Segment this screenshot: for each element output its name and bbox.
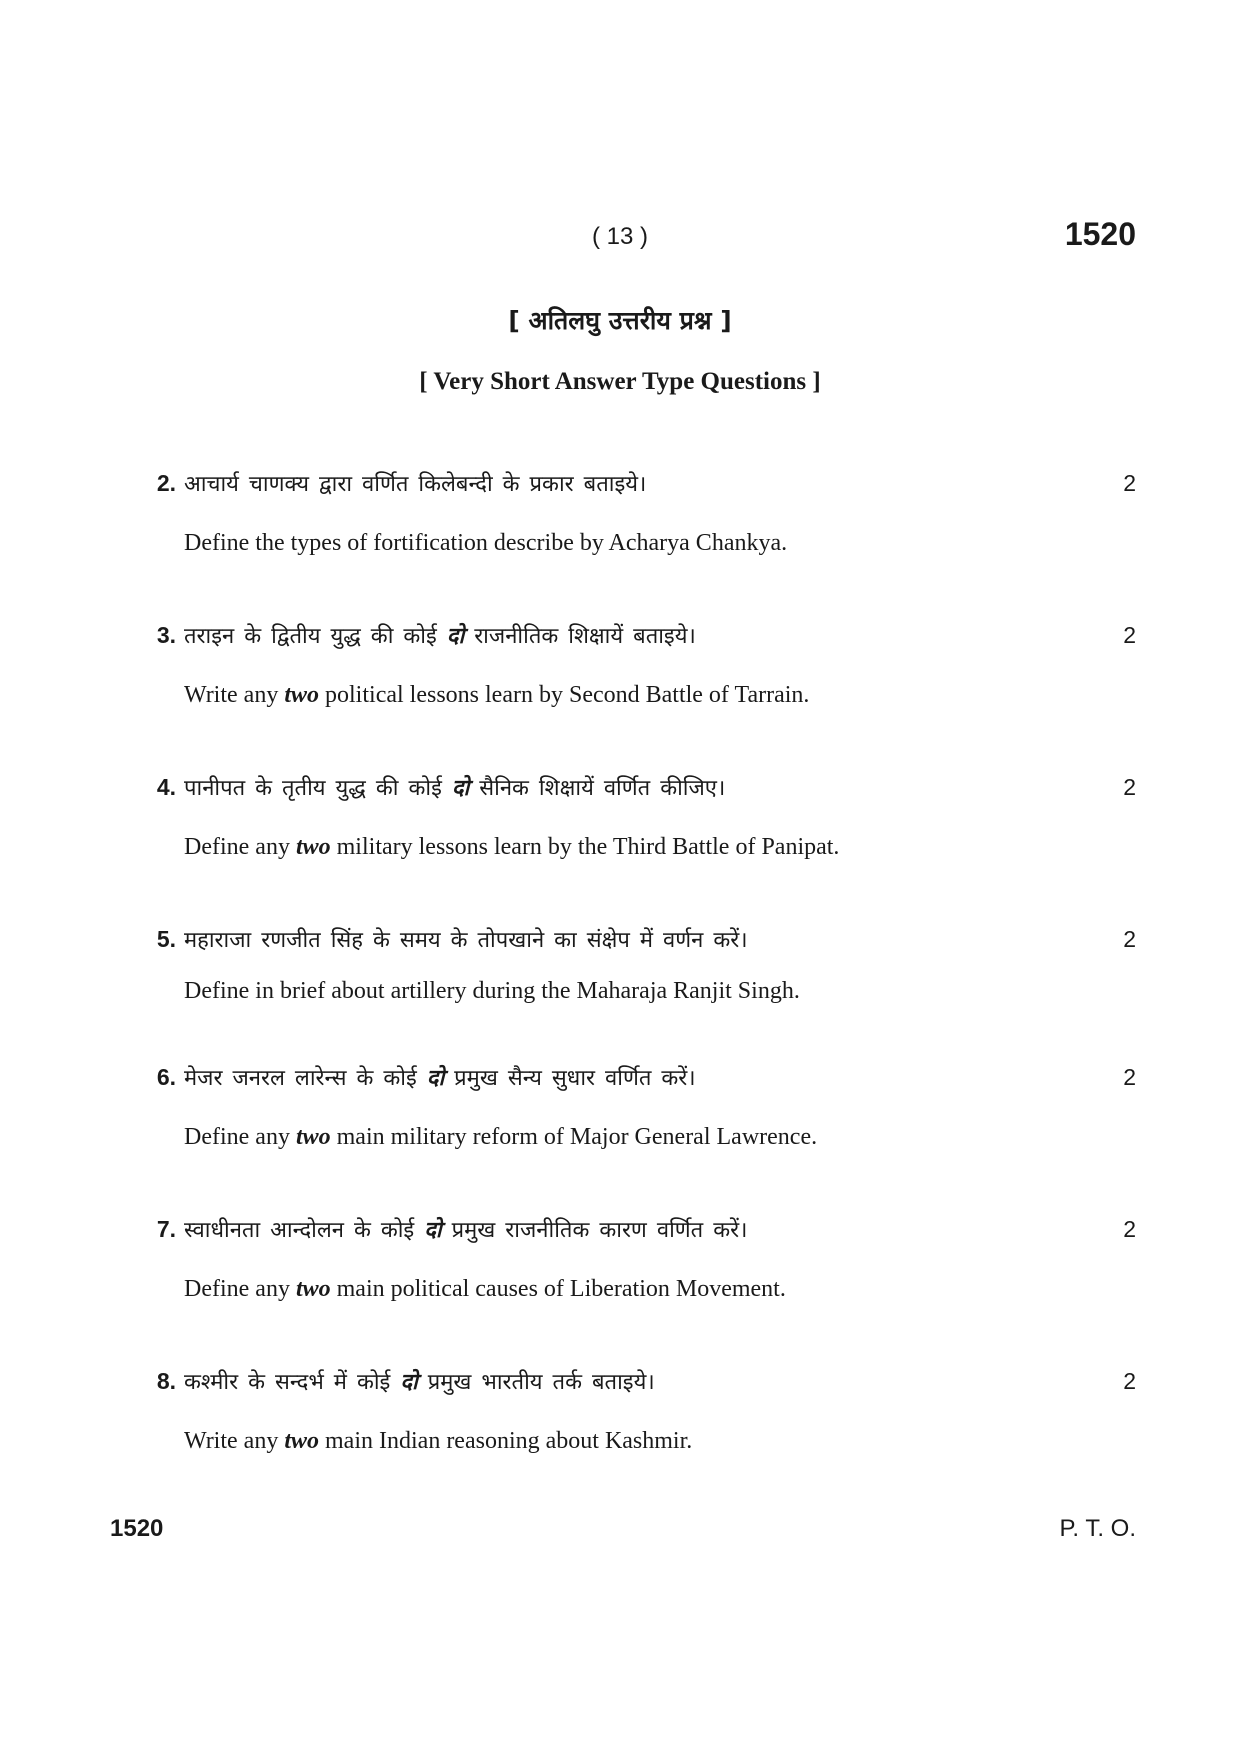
english-emphasis: two	[295, 834, 331, 860]
paper-code-header: 1520	[1064, 216, 1136, 252]
english-text-end: main military reform of Major General Lawrence.	[336, 1124, 818, 1150]
page-number: ( 13 )	[591, 223, 648, 250]
question-text-english	[184, 1124, 1134, 1151]
question-number: 6.	[156, 1064, 176, 1090]
question-text-hindi	[184, 620, 1084, 650]
question-2	[0, 470, 1240, 590]
question-3	[0, 622, 1240, 742]
hindi-text-end: प्रमुख भारतीय तर्क बताइये।	[427, 1370, 655, 1395]
question-6	[0, 1064, 1240, 1184]
hindi-text-start: कश्मीर के सन्दर्भ में कोई	[184, 1370, 391, 1395]
english-text-start: Define any	[184, 1124, 290, 1150]
question-text-english	[184, 1276, 1134, 1303]
english-emphasis: two	[284, 682, 320, 708]
paper-code-footer: 1520	[110, 1515, 164, 1542]
hindi-text-start: पानीपत के तृतीय युद्ध की कोई	[184, 776, 442, 801]
hindi-emphasis: दो	[426, 1066, 445, 1091]
question-number: 8.	[156, 1368, 176, 1394]
hindi-emphasis: दो	[451, 776, 470, 801]
question-text-english: Define in brief about artillery during the Maharaja Ranjit Singh.	[184, 978, 800, 1004]
question-text-hindi: महाराजा रणजीत सिंह के समय के तोपखाने का संक्षेप में वर्णन करें।	[184, 928, 748, 953]
english-text-end: main political causes of Liberation Movement.	[336, 1276, 786, 1302]
question-marks: 2	[1123, 926, 1136, 952]
english-emphasis: two	[284, 1428, 320, 1454]
section-title-hindi: [ अतिलघु उत्तरीय प्रश्न ]	[508, 306, 732, 335]
english-text-start: Define any	[184, 834, 290, 860]
english-emphasis: two	[295, 1124, 331, 1150]
question-text-english: Define the types of fortification describe by Acharya Chankya.	[184, 530, 788, 556]
question-number: 5.	[156, 926, 176, 952]
hindi-text-start: मेजर जनरल लारेन्स के कोई	[184, 1066, 417, 1091]
question-7	[0, 1216, 1240, 1336]
hindi-emphasis: दो	[400, 1370, 418, 1395]
question-text-english	[184, 834, 1134, 861]
hindi-emphasis: दो	[424, 1218, 442, 1243]
english-text-start: Write any	[184, 682, 279, 708]
hindi-text-start: स्वाधीनता आन्दोलन के कोई	[184, 1218, 415, 1243]
hindi-text-end: प्रमुख राजनीतिक कारण वर्णित करें।	[451, 1218, 748, 1243]
hindi-emphasis: दो	[446, 624, 465, 649]
question-marks: 2	[1123, 774, 1136, 800]
english-emphasis: two	[295, 1276, 331, 1302]
question-text-hindi	[184, 772, 1084, 802]
question-text-hindi	[184, 1062, 1084, 1092]
question-number: 3.	[156, 622, 176, 648]
question-5	[0, 926, 1240, 1046]
english-text-end: political lessons learn by Second Battle of Tarrain.	[325, 682, 810, 708]
question-text-hindi	[184, 1366, 1084, 1396]
question-8	[0, 1368, 1240, 1488]
english-text-start: Define any	[184, 1276, 290, 1302]
question-text-hindi	[184, 1214, 1084, 1244]
question-number: 7.	[156, 1216, 176, 1242]
question-4	[0, 774, 1240, 894]
question-text-hindi: आचार्य चाणक्य द्वारा वर्णित किलेबन्दी के प्रकार बताइये।	[184, 472, 647, 497]
english-text-end: main Indian reasoning about Kashmir.	[325, 1428, 693, 1454]
question-marks: 2	[1123, 1368, 1136, 1394]
question-marks: 2	[1123, 1064, 1136, 1090]
hindi-text-end: सैनिक शिक्षायें वर्णित कीजिए।	[479, 776, 726, 801]
question-number: 2.	[156, 470, 176, 496]
question-marks: 2	[1123, 1216, 1136, 1242]
english-text-start: Write any	[184, 1428, 279, 1454]
question-text-english	[184, 682, 1134, 709]
hindi-text-end: प्रमुख सैन्य सुधार वर्णित करें।	[454, 1066, 696, 1091]
section-title-english: [ Very Short Answer Type Questions ]	[419, 368, 821, 395]
question-text-english	[184, 1428, 1134, 1455]
hindi-text-start: तराइन के द्वितीय युद्ध की कोई	[184, 624, 437, 649]
please-turn-over: P. T. O.	[1059, 1515, 1136, 1542]
hindi-text-end: राजनीतिक शिक्षायें बताइये।	[474, 624, 696, 649]
question-number: 4.	[156, 774, 176, 800]
question-marks: 2	[1123, 470, 1136, 496]
question-marks: 2	[1123, 622, 1136, 648]
english-text-end: military lessons learn by the Third Battle of Panipat.	[336, 834, 840, 860]
